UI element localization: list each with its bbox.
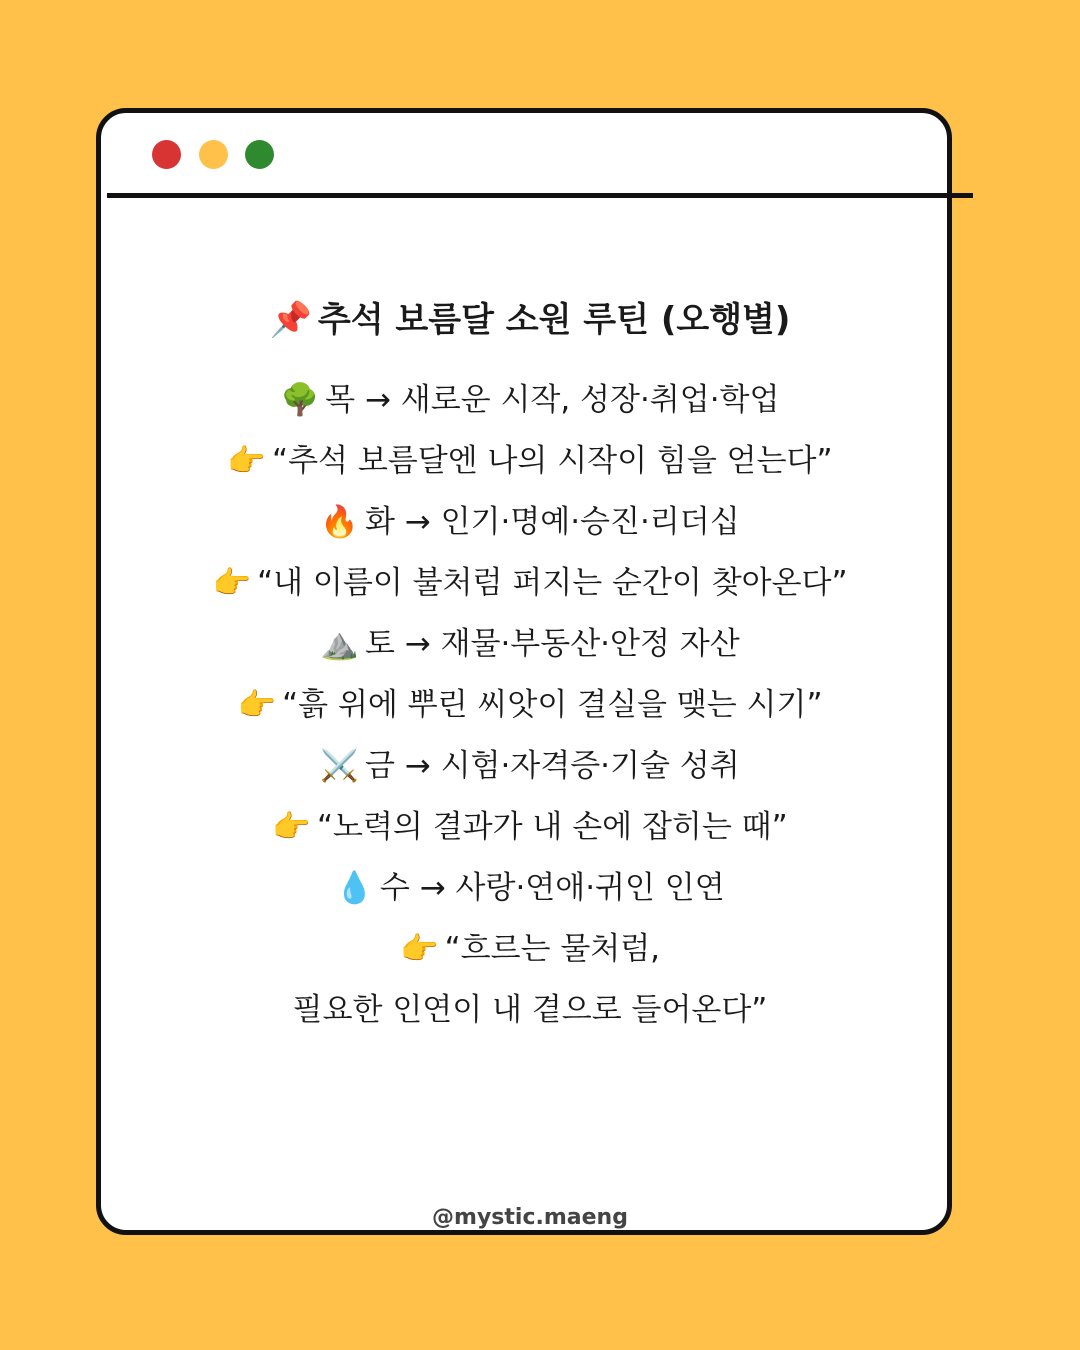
window-title-bar-divider [107, 193, 973, 198]
fire-icon: 🔥 [320, 504, 359, 540]
pointing-hand-icon: 👉 [227, 443, 267, 479]
page-title [110, 290, 950, 350]
element-fire-text: 화 → 인기·명예·승진·리더십 [364, 504, 740, 540]
element-earth-text: 토 → 재물·부동산·안정 자산 [364, 626, 740, 662]
element-earth-quote [110, 675, 950, 736]
element-metal-quote-text: “노력의 결과가 내 손에 잡히는 때” [316, 809, 788, 845]
droplet-icon: 💧 [335, 870, 374, 906]
element-wood-line [110, 370, 950, 431]
element-water-line [110, 858, 950, 919]
window-maximize-dot [245, 140, 274, 169]
pointing-hand-icon: 👉 [272, 809, 311, 845]
element-water-quote-text-2: 필요한 인연이 내 곁으로 들어온다” [292, 992, 768, 1028]
author-handle: @mystic.maeng [432, 1205, 628, 1230]
element-earth-line [110, 614, 950, 675]
pointing-hand-icon: 👉 [212, 565, 252, 601]
element-wood-quote [110, 431, 950, 492]
element-metal-line [110, 736, 950, 797]
element-water-quote-text: “흐르는 물처럼, [444, 931, 661, 967]
window-minimize-dot [199, 140, 228, 169]
pointing-hand-icon: 👉 [237, 687, 277, 723]
element-water-text: 수 → 사랑·연애·귀인 인연 [379, 870, 725, 906]
tree-icon: 🌳 [280, 382, 320, 418]
element-fire-quote-text: “내 이름이 불처럼 퍼지는 순간이 찾아온다” [257, 565, 848, 601]
window-close-dot [152, 140, 181, 169]
element-water-quote-continued [110, 980, 950, 1041]
pointing-hand-icon: 👉 [399, 931, 439, 967]
element-wood-text: 목 → 새로운 시작, 성장·취업·학업 [325, 382, 780, 418]
page-title-text: 추석 보름달 소원 루틴 (오행별) [317, 300, 791, 340]
element-wood-quote-text: “추석 보름달엔 나의 시작이 힘을 얻는다” [272, 443, 833, 479]
element-metal-quote [110, 797, 950, 858]
crossed-swords-icon: ⚔️ [320, 748, 359, 784]
mountain-icon: ⛰️ [320, 626, 359, 662]
card-content [110, 290, 950, 1041]
pushpin-icon: 📌 [269, 300, 312, 340]
element-earth-quote-text: “흙 위에 뿌린 씨앗이 결실을 맺는 시기” [282, 687, 823, 723]
element-water-quote [110, 919, 950, 980]
element-metal-text: 금 → 시험·자격증·기술 성취 [364, 748, 740, 784]
element-fire-quote [110, 553, 950, 614]
element-fire-line [110, 492, 950, 553]
